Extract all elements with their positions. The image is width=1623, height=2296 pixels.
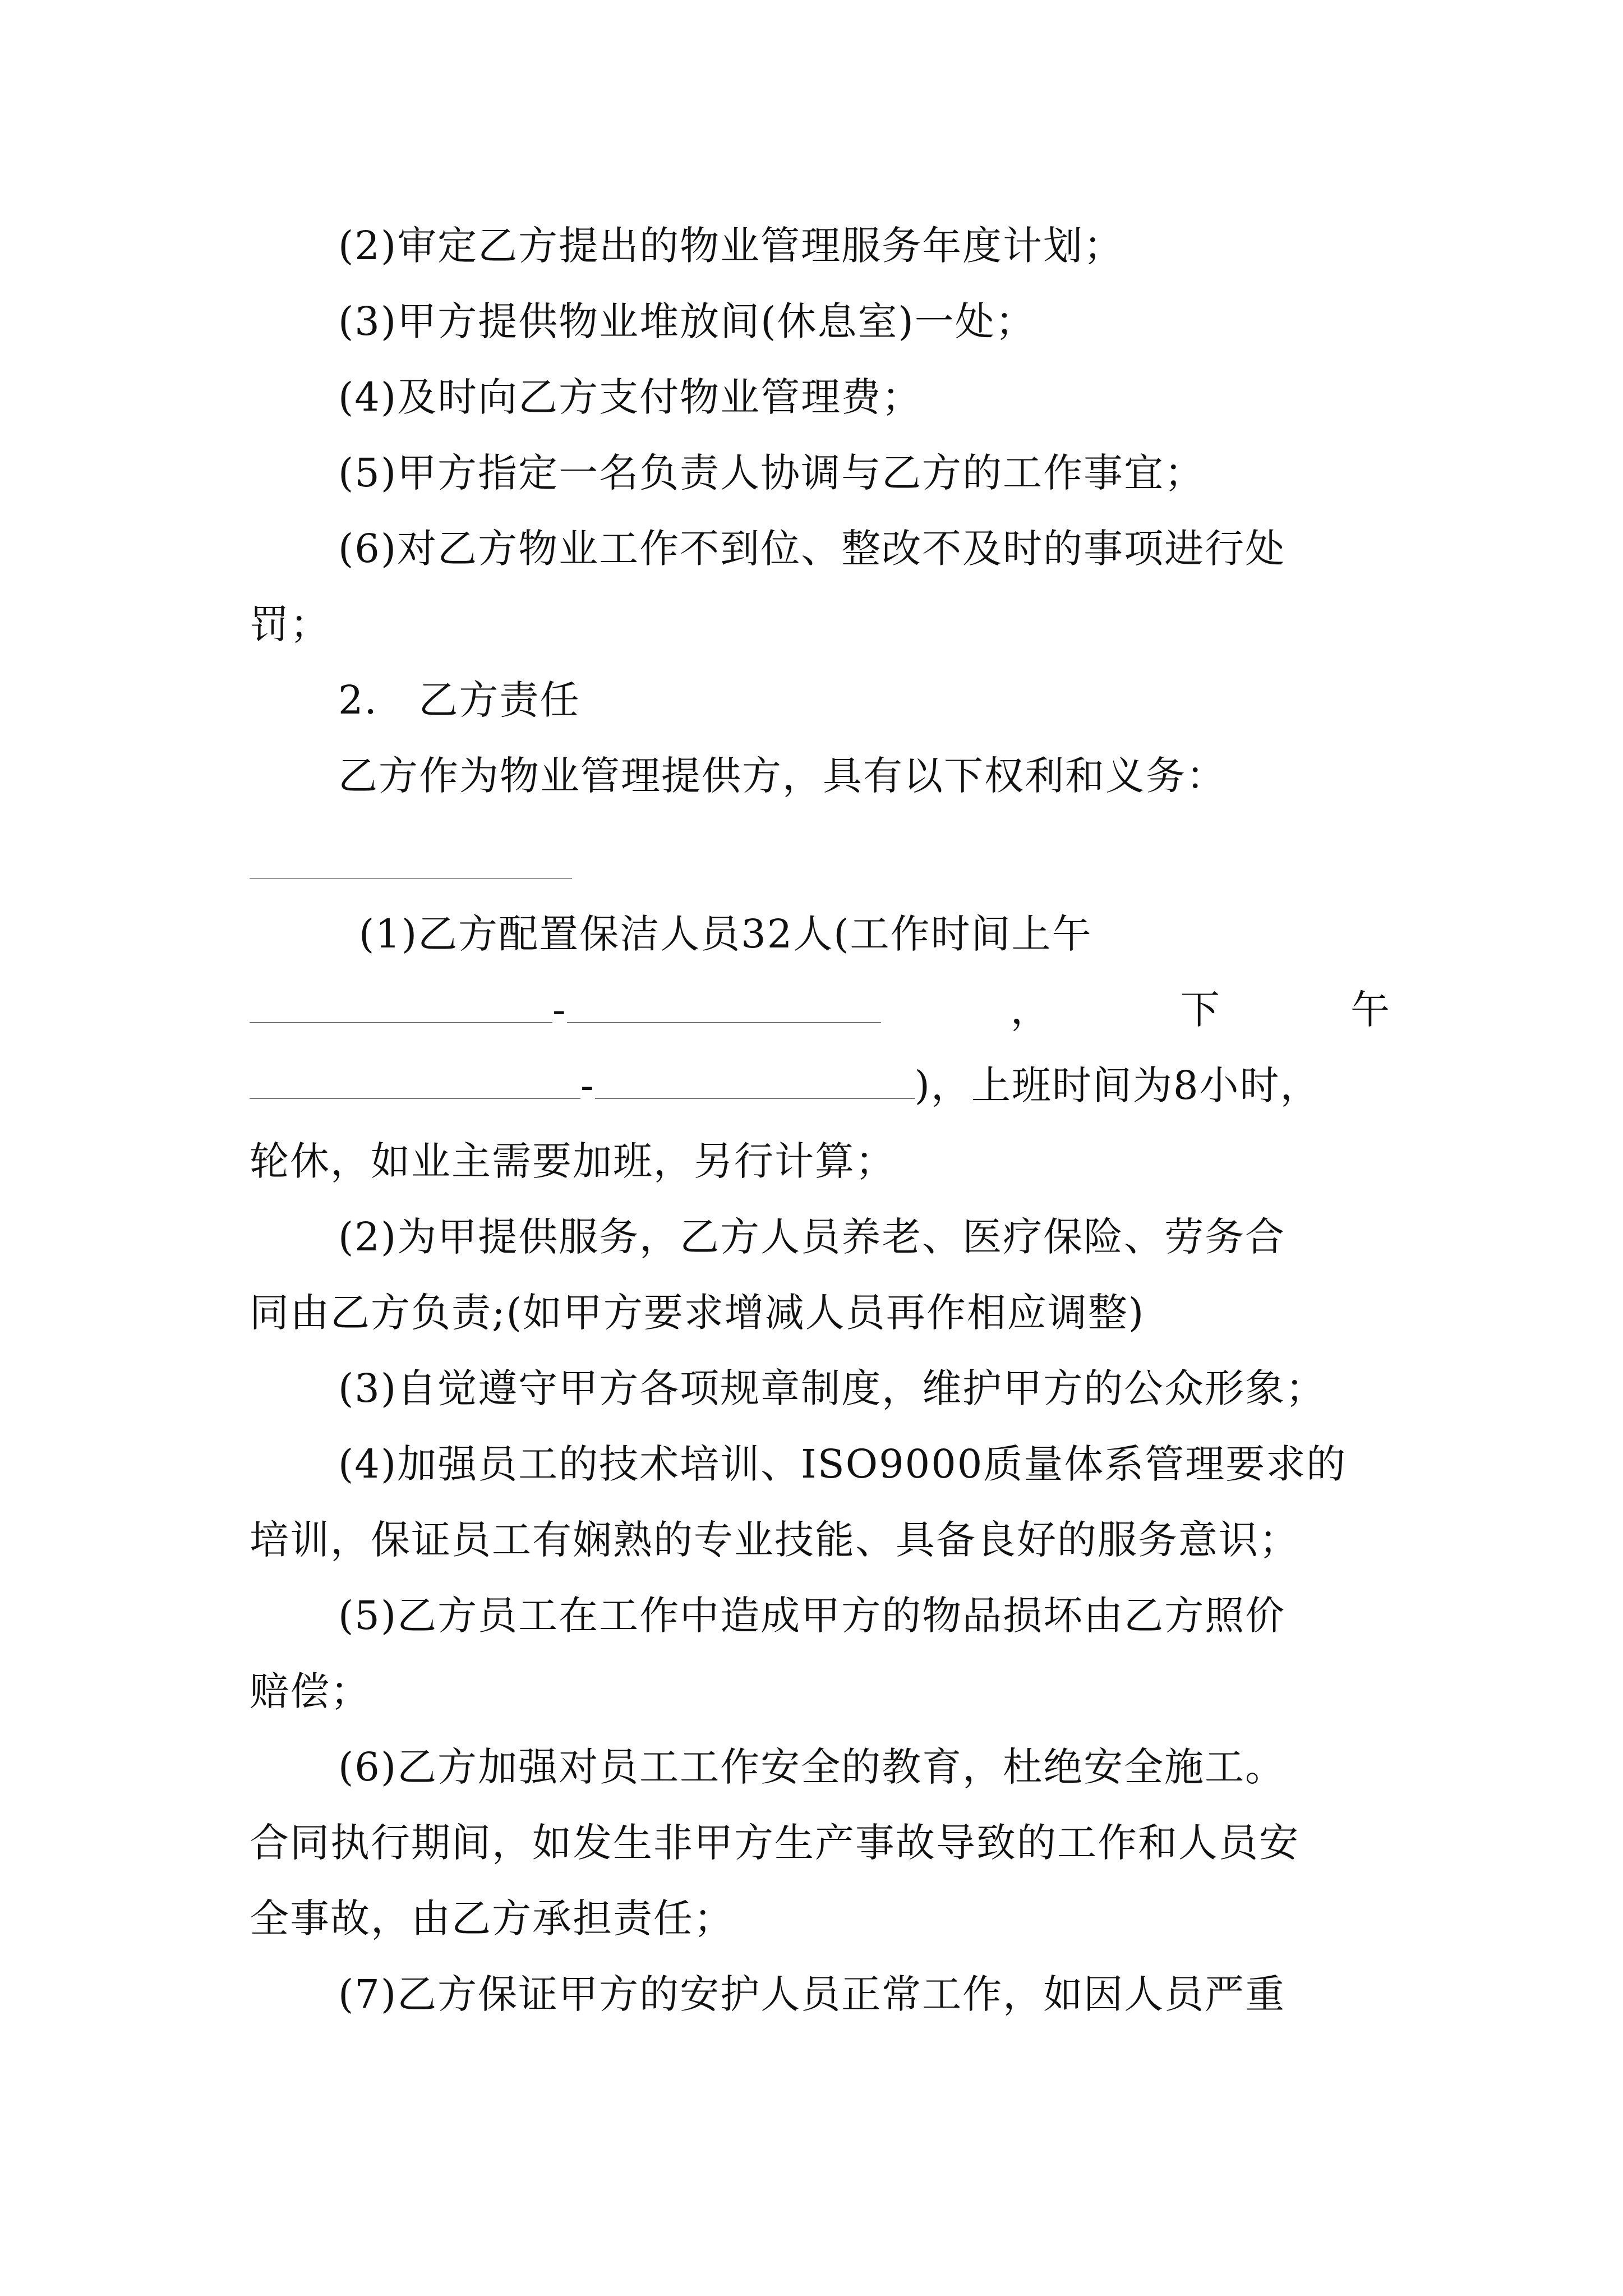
work-hours-text: )，上班时间为8小时， <box>914 1062 1321 1108</box>
time-dash: - <box>552 987 567 1033</box>
clause-b1-line1 <box>359 906 1391 962</box>
clause-b6-continued-2: 全事故，由乙方承担责任； <box>250 1895 734 1941</box>
clause-b7: (7)乙方保证甲方的安护人员正常工作，如因人员严重 <box>338 1971 1286 2017</box>
section-intro: 乙方作为物业管理提供方，具有以下权利和义务： <box>338 753 1227 799</box>
clause-b4-continued: 培训，保证员工有娴熟的专业技能、具备良好的服务意识； <box>250 1517 1299 1563</box>
clause-b1-line4: 轮休，如业主需要加班，另行计算； <box>250 1138 896 1184</box>
afternoon-char-2: 午 <box>1350 987 1391 1033</box>
clause-b2: (2)为甲提供服务，乙方人员养老、医疗保险、劳务合 <box>338 1214 1286 1260</box>
clause-a5: (5)甲方指定一名负责人协调与乙方的工作事宜； <box>338 450 1205 496</box>
time-dash-2: - <box>580 1062 595 1108</box>
separator-line <box>250 878 572 879</box>
clause-b5: (5)乙方员工在工作中造成甲方的物品损坏由乙方照价 <box>338 1593 1286 1639</box>
section-heading: 2. 乙方责任 <box>338 677 580 723</box>
clause-a4: (4)及时向乙方支付物业管理费； <box>338 374 923 420</box>
clause-b4: (4)加强员工的技术培训、ISO9000质量体系管理要求的 <box>338 1441 1347 1487</box>
morning-end-blank <box>567 987 881 1023</box>
clause-b1-line2 <box>250 982 1391 1038</box>
clause-b2-continued: 同由乙方负责;(如甲方要求增减人员再作相应调整) <box>250 1290 1145 1336</box>
clause-a6: (6)对乙方物业工作不到位、整改不及时的事项进行处 <box>338 526 1286 572</box>
afternoon-end-blank <box>595 1063 915 1099</box>
afternoon-char-1: 下 <box>1180 987 1221 1033</box>
clause-b6-continued-1: 合同执行期间，如发生非甲方生产事故导致的工作和人员安 <box>250 1820 1299 1866</box>
comma-text: ， <box>1010 987 1051 1033</box>
clause-a2: (2)审定乙方提出的物业管理服务年度计划； <box>338 223 1124 269</box>
clause-a3: (3)甲方提供物业堆放间(休息室)一处； <box>338 298 1036 344</box>
morning-time-field <box>250 982 881 1038</box>
clause-b1-text: (1)乙方配置保洁人员32人(工作时间上午 <box>359 911 1092 957</box>
clause-b6: (6)乙方加强对员工工作安全的教育，杜绝安全施工。 <box>338 1744 1286 1790</box>
clause-b1-line3 <box>250 1057 1391 1114</box>
morning-start-blank <box>250 987 552 1023</box>
clause-b5-continued: 赔偿； <box>250 1668 371 1714</box>
clause-b3: (3)自觉遵守甲方各项规章制度，维护甲方的公众形象； <box>338 1365 1326 1411</box>
clause-a6-continued: 罚； <box>250 601 330 647</box>
afternoon-start-blank <box>250 1063 580 1099</box>
